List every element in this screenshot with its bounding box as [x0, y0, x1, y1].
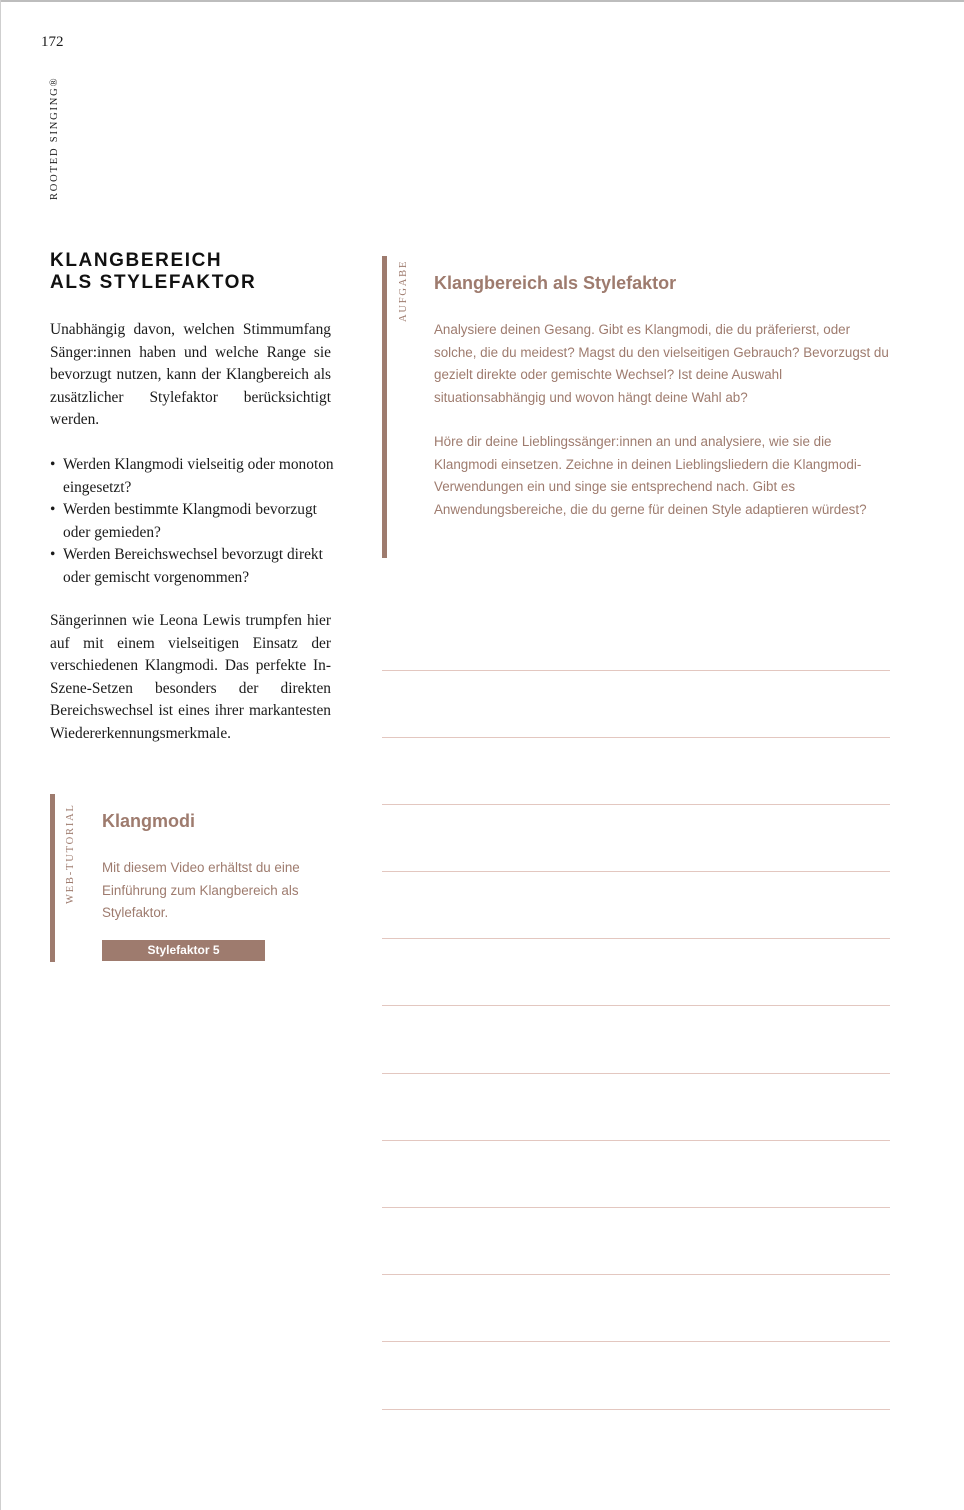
bullet-icon: • [50, 501, 56, 518]
writing-line[interactable] [382, 737, 890, 738]
task-title: Klangbereich als Stylefaktor [434, 273, 677, 293]
section-title-line-1: KLANGBEREICH [50, 250, 223, 271]
writing-line[interactable] [382, 871, 890, 872]
running-head: ROOTED SINGING® [49, 76, 60, 200]
writing-line[interactable] [382, 804, 890, 805]
list-item [50, 544, 340, 589]
list-item-text: Werden bestimmte Klangmodi bevorzugt oder gemieden? [63, 501, 317, 541]
writing-line[interactable] [382, 1274, 890, 1275]
tutorial-text: Mit diesem Video erhältst du eine Einführung zum Klangbereich als Stylefaktor. [102, 860, 300, 920]
task-paragraph: Analysiere deinen Gesang. Gibt es Klangmodi, die du präferierst, oder solche, die du meidest? Magst du den vielseitigen Gebrauch? Bevorzugst du gezielt direkte oder gemischte Wechsel? Ist deine Auswahl situationsabhängig und wovon hängt deine Wahl ab? [434, 322, 889, 405]
question-list [50, 454, 340, 589]
writing-line[interactable] [382, 1005, 890, 1006]
task-label: AUFGABE [398, 259, 409, 322]
list-item [50, 499, 340, 544]
list-item-text: Werden Klangmodi vielseitig oder monoton eingesetzt? [63, 456, 334, 496]
task-paragraph: Höre dir deine Lieblingssänger:innen an und analysiere, wie sie die Klangmodi einsetzen. Zeichne in deinen Lieblingsliedern die Klangmodi-Verwendungen ein und singe sie entsprechend nach. Gibt es Anwendungsbereiche, die du gerne für deinen Style adaptieren würdest? [434, 434, 867, 517]
page-number: 172 [41, 34, 64, 50]
tutorial-accent-bar [50, 794, 55, 962]
writing-line[interactable] [382, 1409, 890, 1410]
closing-paragraph: Sängerinnen wie Leona Lewis trumpfen hier auf mit einem vielseitigen Einsatz der verschiedenen Klangmodi. Das perfekte In-Szene-Setzen besonders der direkten Bereichswechsel ist eines ihrer markantesten Wiedererkennungsmerkmale. [50, 612, 331, 742]
bullet-icon: • [50, 546, 56, 563]
writing-line[interactable] [382, 1073, 890, 1074]
list-item-text: Werden Bereichswechsel bevorzugt direkt oder gemischt vorgenommen? [63, 546, 323, 586]
writing-line[interactable] [382, 1207, 890, 1208]
writing-line[interactable] [382, 670, 890, 671]
section-title-line-2: ALS STYLEFAKTOR [50, 272, 257, 293]
intro-paragraph: Unabhängig davon, welchen Stimmumfang Sänger:innen haben und welche Range sie bevorzugt nutzen, kann der Klangbereich als zusätzlicher Stylefaktor berücksichtigt werden. [50, 321, 331, 428]
list-item [50, 454, 340, 499]
writing-lines[interactable] [382, 0, 890, 1510]
page-left-border [0, 0, 1, 1510]
bullet-icon: • [50, 456, 56, 473]
writing-line[interactable] [382, 1341, 890, 1342]
writing-line[interactable] [382, 938, 890, 939]
section-title [50, 250, 350, 294]
tutorial-label: WEB-TUTORIAL [65, 803, 76, 904]
writing-line[interactable] [382, 1140, 890, 1141]
tutorial-video-button[interactable]: Stylefaktor 5 [102, 940, 265, 961]
tutorial-title: Klangmodi [102, 811, 195, 831]
